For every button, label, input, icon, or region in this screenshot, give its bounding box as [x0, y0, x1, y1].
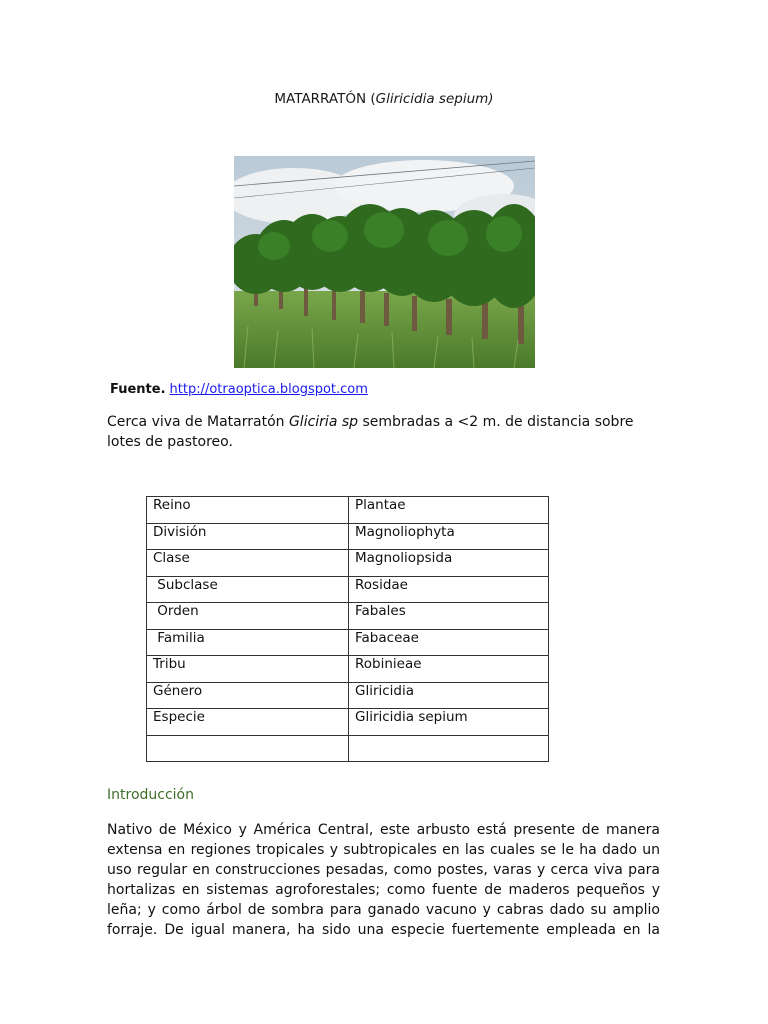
table-row: [147, 576, 549, 603]
table-row: [147, 497, 549, 524]
rank-cell: División: [147, 523, 349, 550]
value-cell: Magnoliophyta: [349, 523, 549, 550]
intro-paragraph: [107, 820, 660, 940]
source-label: Fuente.: [110, 382, 166, 397]
rank-cell: Orden: [147, 603, 349, 630]
paragraph-line: Nativo de México y América Central, este arbusto está presente de manera: [107, 822, 660, 838]
caption-part1: Cerca viva de Matarratón: [107, 414, 289, 430]
value-cell: Gliricidia sepium: [349, 709, 549, 736]
table-row: [147, 523, 549, 550]
intro-heading: Introducción: [107, 787, 194, 803]
value-cell: Robinieae: [349, 656, 549, 683]
value-cell: Fabales: [349, 603, 549, 630]
table-row: [147, 603, 549, 630]
photo-source: [110, 382, 368, 397]
photo-caption: [107, 412, 667, 452]
tree-photo: [234, 156, 535, 368]
table-row: [147, 682, 549, 709]
caption-italic: Gliciria sp: [288, 414, 359, 430]
taxonomy-table: [146, 496, 549, 762]
table-row: [147, 550, 549, 577]
rank-cell: Tribu: [147, 656, 349, 683]
rank-cell: [147, 735, 349, 762]
value-cell: Magnoliopsida: [349, 550, 549, 577]
page-title: [0, 91, 768, 107]
caption-part2: sembradas a <2 m. de distancia sobre lotes de pastoreo.: [107, 414, 634, 450]
rank-cell: Familia: [147, 629, 349, 656]
title-species: Gliricidia sepium): [375, 91, 494, 107]
paragraph-line: extensa en regiones tropicales y subtropicales en las cuales se le ha dado un: [107, 842, 660, 858]
value-cell: Rosidae: [349, 576, 549, 603]
table-row: [147, 629, 549, 656]
value-cell: Gliricidia: [349, 682, 549, 709]
rank-cell: Clase: [147, 550, 349, 577]
value-cell: Fabaceae: [349, 629, 549, 656]
table-row: [147, 735, 549, 762]
source-link[interactable]: http://otraoptica.blogspot.com: [169, 382, 368, 397]
paragraph-line: forraje. De igual manera, ha sido una especie fuertemente empleada en la: [107, 922, 660, 938]
title-main: MATARRATÓN (: [274, 91, 376, 107]
rank-cell: Reino: [147, 497, 349, 524]
rank-cell: Subclase: [147, 576, 349, 603]
paragraph-line: hortalizas en sistemas agroforestales; como fuente de maderos pequeños y: [107, 882, 660, 898]
table-row: [147, 656, 549, 683]
table-row: [147, 709, 549, 736]
paragraph-line: leña; y como árbol de sombra para ganado vacuno y cabras dado su amplio: [107, 902, 660, 918]
value-cell: [349, 735, 549, 762]
paragraph-line: uso regular en construcciones pesadas, como postes, varas y cerca viva para: [107, 862, 660, 878]
rank-cell: Especie: [147, 709, 349, 736]
value-cell: Plantae: [349, 497, 549, 524]
rank-cell: Género: [147, 682, 349, 709]
